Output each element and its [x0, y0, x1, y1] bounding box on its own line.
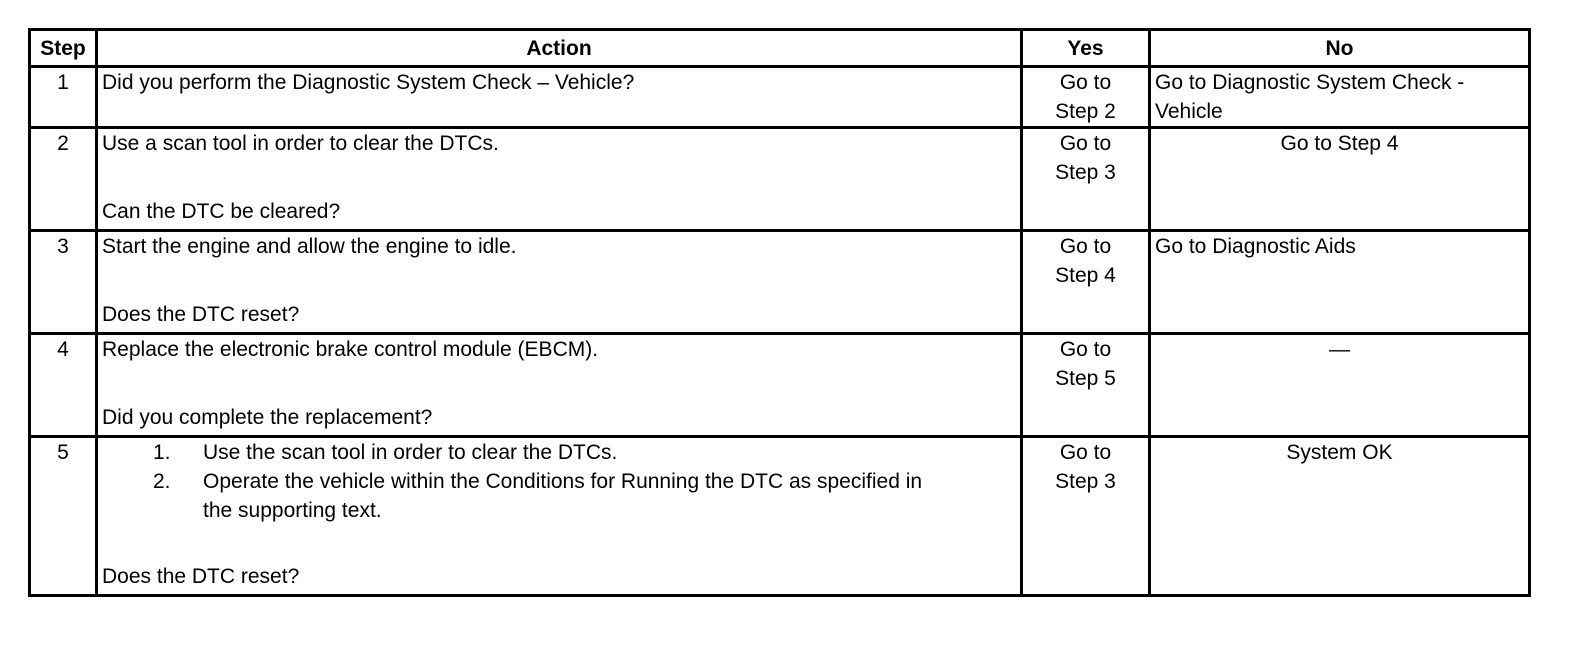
substep-number: 2.	[153, 470, 171, 493]
substep-list	[102, 438, 1016, 525]
action-question: Did you complete the replacement?	[102, 406, 433, 429]
action-cell	[97, 437, 1022, 596]
yes-cell	[1022, 334, 1150, 437]
step-number: 2	[30, 128, 97, 231]
header-step: Step	[30, 30, 97, 67]
action-question: Can the DTC be cleared?	[102, 200, 341, 223]
yes-cell	[1022, 231, 1150, 334]
yes-cell	[1022, 67, 1150, 128]
action-instruction: Replace the electronic brake control module (EBCM).	[102, 338, 599, 361]
yes-line1: Go to	[1059, 235, 1112, 258]
action-instruction: Use a scan tool in order to clear the DTCs.	[102, 132, 499, 155]
diagnostic-table	[28, 28, 1531, 597]
step-number: 3	[30, 231, 97, 334]
yes-line2: Step 4	[1055, 264, 1116, 287]
header-row	[30, 30, 1530, 67]
no-cell: System OK	[1150, 437, 1530, 596]
table-row	[30, 67, 1530, 128]
yes-line2: Step 3	[1055, 470, 1116, 493]
table-row	[30, 128, 1530, 231]
yes-line1: Go to	[1059, 71, 1112, 94]
action-cell	[97, 334, 1022, 437]
step-number: 5	[30, 437, 97, 596]
no-cell: Go to Step 4	[1150, 128, 1530, 231]
yes-line1: Go to	[1059, 132, 1112, 155]
step-number: 4	[30, 334, 97, 437]
yes-cell	[1022, 437, 1150, 596]
no-cell: Go to Diagnostic System Check - Vehicle	[1150, 67, 1530, 128]
yes-line2: Step 3	[1055, 161, 1116, 184]
action-instruction: Start the engine and allow the engine to idle.	[102, 235, 517, 258]
action-cell	[97, 231, 1022, 334]
substep-text: Operate the vehicle within the Conditions for Running the DTC as specified in the supporting text.	[203, 470, 923, 522]
yes-line1: Go to	[1059, 441, 1112, 464]
no-cell: —	[1150, 334, 1530, 437]
substep-text: Use the scan tool in order to clear the DTCs.	[203, 441, 618, 464]
action-question: Did you perform the Diagnostic System Check – Vehicle?	[102, 71, 635, 94]
yes-line2: Step 2	[1055, 100, 1116, 123]
action-question: Does the DTC reset?	[102, 303, 300, 326]
step-number: 1	[30, 67, 97, 128]
header-action: Action	[97, 30, 1022, 67]
substep-item	[153, 467, 1016, 525]
table-row	[30, 437, 1530, 596]
action-cell	[97, 128, 1022, 231]
header-yes: Yes	[1022, 30, 1150, 67]
action-cell	[97, 67, 1022, 128]
yes-cell	[1022, 128, 1150, 231]
yes-line2: Step 5	[1055, 367, 1116, 390]
table-row	[30, 231, 1530, 334]
action-question: Does the DTC reset?	[102, 565, 300, 588]
substep-item	[153, 438, 1016, 467]
substep-number: 1.	[153, 441, 171, 464]
no-cell: Go to Diagnostic Aids	[1150, 231, 1530, 334]
table-row	[30, 334, 1530, 437]
header-no: No	[1150, 30, 1530, 67]
yes-line1: Go to	[1059, 338, 1112, 361]
